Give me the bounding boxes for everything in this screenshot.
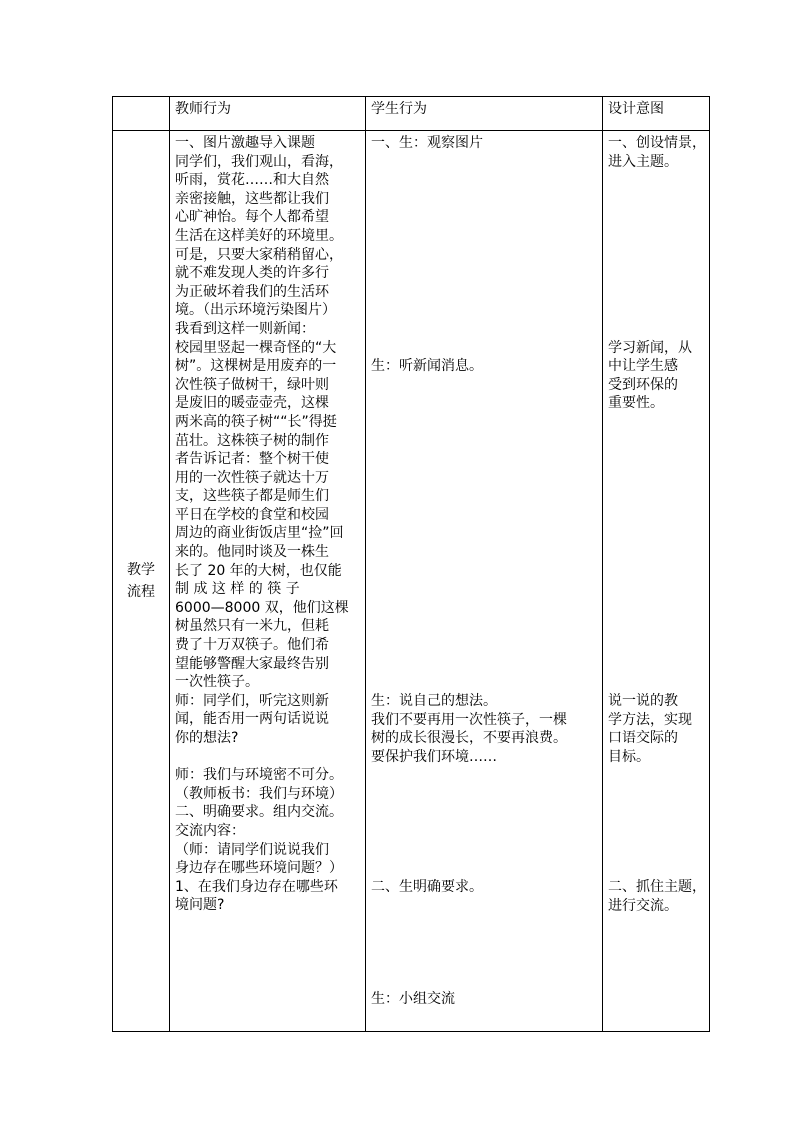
student-block [371,357,597,376]
teacher-line: 就不难发现人类的许多行 [175,265,329,282]
header-intent: 设计意图 [603,97,710,131]
teacher-line: 茁壮。这株筷子树的制作 [175,432,329,449]
student-line: 生：听新闻消息。 [371,358,483,375]
intent-line: 学方法，实现 [608,711,692,728]
teacher-line: 身边存在哪些环境问题？） [175,860,343,877]
student-block [371,878,597,897]
header-row [113,97,710,131]
teacher-line: 费了十万双筷子。他们希 [175,637,329,654]
intent-line: 说一说的教 [608,693,678,709]
student-line: 我们不要再用一次性筷子，一棵 [371,711,567,728]
intent-line: 重要性。 [608,395,664,412]
student-block [371,692,597,766]
teacher-line: 师：同学们，听完这则新 [175,692,329,709]
teacher-line: （师：请同学们说说我们 [175,841,329,858]
intent-line: 目标。 [608,748,650,765]
student-line: 生：说自己的想法。 [371,693,497,709]
teacher-line: 生活在这样美好的环境里。 [175,227,343,244]
teacher-line: 心旷神怡。每个人都希望 [175,209,329,226]
header-teacher: 教师行为 [170,97,366,131]
intent-block [608,692,704,766]
intent-block [608,878,704,915]
teacher-line: 你的想法? [175,730,239,746]
teacher-line: 周边的商业街饭店里“捡”回 [175,525,344,542]
intent-line: 受到环保的 [608,376,678,393]
teacher-line: 听雨，赏花……和大自然 [175,172,329,189]
teacher-line: 两米高的筷子树““长”得挺 [175,413,337,430]
student-block [371,990,597,1009]
intent-text [608,131,704,1031]
teacher-line: 可是，只要大家稍稍留心， [175,246,343,263]
intent-line: 一、创设情景， [608,135,706,151]
teacher-line: 师：我们与环境密不可分。 [175,767,343,784]
teacher-line: 来的。他同时谈及一株生 [175,544,329,561]
teacher-line: 二、明确要求。组内交流。 [175,804,343,821]
teacher-line: 境。（出示环境污染图片） [175,302,336,319]
teacher-line: 制 成 这 样 的 筷 子 [175,581,300,598]
student-line: 树的成长很漫长，不要再浪费。 [371,730,567,747]
intent-line: 进行交流。 [608,897,678,914]
body-row [113,131,710,1032]
lesson-plan-table [112,96,710,1032]
teacher-line [175,748,360,767]
teacher-cell [170,131,366,1032]
teacher-line: 校园里竖起一棵奇怪的“大 [175,339,337,356]
intent-line: 中让学生感 [608,358,678,375]
teacher-line: 树”。这棵树是用废弃的一 [175,358,337,375]
teacher-line: 我看到这样一则新闻： [175,320,315,337]
header-student: 学生行为 [366,97,603,131]
student-line: 一、生：观察图片 [371,135,483,151]
row-label: 教学流程 [126,562,155,600]
teacher-line: 次性筷子做树干，绿叶则 [175,376,329,393]
teacher-line: 是废旧的暖壶壶壳，这棵 [175,395,329,412]
teacher-line: 1、在我们身边存在哪些环 [175,878,338,895]
teacher-line: 长了 20 年的大树，也仅能 [175,562,342,579]
teacher-line: 者告诉记者：整个树干使 [175,451,329,468]
student-block [371,134,597,153]
teacher-line: 望能够警醒大家最终告别 [175,655,329,672]
intent-line: 口语交际的 [608,730,678,747]
teacher-line: 树虽然只有一米九，但耗 [175,618,329,635]
intent-block [608,134,704,171]
teacher-line: 一次性筷子。 [175,674,259,691]
intent-line: 进入主题。 [608,153,678,170]
teacher-line: 境问题? [175,897,225,914]
student-text [371,131,597,1031]
teacher-line: 同学们，我们观山，看海， [175,153,343,170]
teacher-line: 平日在学校的食堂和校园 [175,506,329,523]
teacher-line: 为正破坏着我们的生活环 [175,283,329,300]
row-label-cell [113,131,170,1032]
student-cell [366,131,603,1032]
teacher-line: 亲密接触，这些都让我们 [175,190,329,207]
teacher-line: 6000—8000 双，他们这棵 [175,599,349,616]
student-line: 生：小组交流 [371,990,455,1007]
teacher-line: 用的一次性筷子就达十万 [175,469,329,486]
teacher-line: 支，这些筷子都是师生们 [175,488,329,505]
intent-line: 学习新闻，从 [608,339,692,356]
intent-block [608,339,704,413]
intent-cell [603,131,710,1032]
student-line: 要保护我们环境…… [371,748,497,765]
empty-corner-cell [113,97,170,131]
teacher-line: 交流内容： [175,822,245,839]
teacher-text [175,131,360,915]
teacher-line: 一、图片激趣导入课题 [175,135,315,151]
teacher-line: （教师板书：我们与环境） [175,785,343,802]
intent-line: 二、抓住主题， [608,879,706,895]
student-line: 二、生明确要求。 [371,879,483,895]
teacher-line: 闻，能否用一两句话说说 [175,711,329,728]
